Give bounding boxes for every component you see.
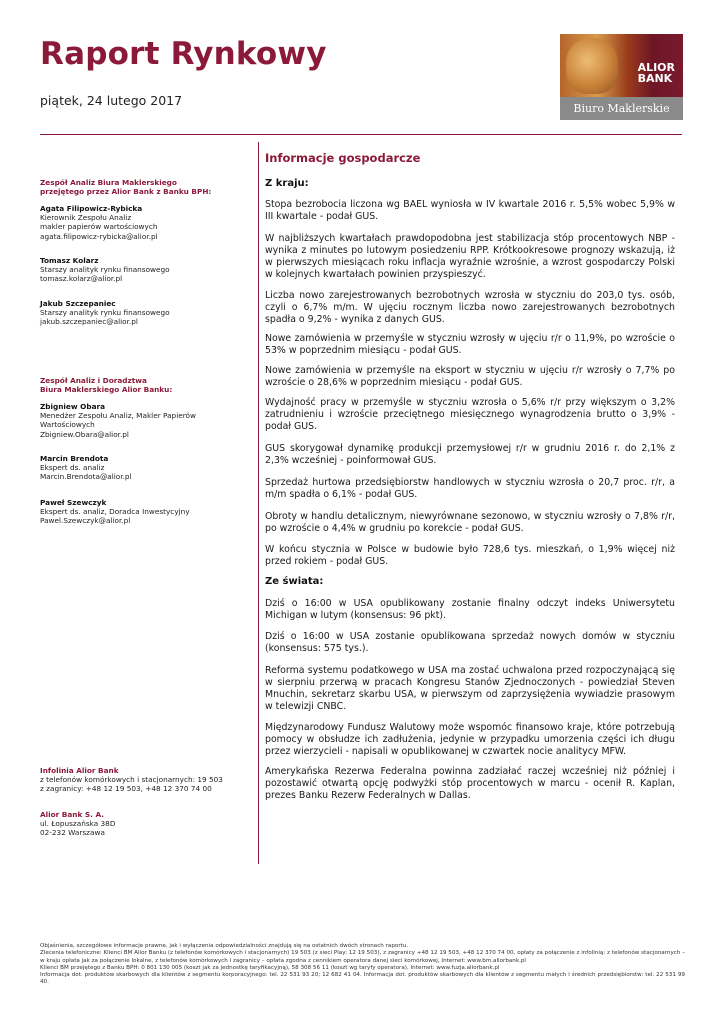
contact-card: Jakub Szczepaniec Starszy analityk rynku finansowego jakub.szczepaniec@alior.pl xyxy=(40,299,250,327)
news-paragraph: Sprzedaż hurtowa przedsiębiorstw handlowych w styczniu wzrosła o 20,7 proc. r/r, a m/m spadła o 6,1% - podał GUS. xyxy=(265,477,675,500)
news-paragraph: Obroty w handlu detalicznym, niewyrównane sezonowo, w styczniu wzrosły o 7,8% r/r, po wzroście o 4,4% w grudniu po korekcie - podał GUS. xyxy=(265,511,675,534)
news-paragraph: GUS skorygował dynamikę produkcji przemysłowej r/r w grudniu 2016 r. do 2,1% z 2,3% wcześniej - poinformował GUS. xyxy=(265,443,675,466)
contact-card: Zbigniew Obara Menedżer Zespołu Analiz, Makler Papierów Wartościowych Zbigniew.Obara@alior.pl xyxy=(40,402,250,439)
header-divider xyxy=(40,134,682,135)
infolinia-block: Infolinia Alior Bank z telefonów komórkowych i stacjonarnych: 19 503 z zagranicy: +48 12 19 503, +48 12 370 74 00 xyxy=(40,766,223,794)
company-address: Alior Bank S. A. ul. Łopuszańska 38D 02-232 Warszawa xyxy=(40,810,116,838)
section-title: Informacje gospodarcze xyxy=(265,151,421,165)
logo-caption: Biuro Maklerskie xyxy=(560,97,683,120)
domestic-heading: Z kraju: xyxy=(265,178,309,189)
report-date: piątek, 24 lutego 2017 xyxy=(40,93,183,108)
page-title: Raport Rynkowy xyxy=(40,36,327,72)
alior-bank-logo: ALIOR BANK Biuro Maklerskie xyxy=(560,34,683,120)
news-paragraph: Amerykańska Rezerwa Federalna powinna zadziałać raczej wcześniej niż później i pozostawić otwartą opcję podwyżki stóp procentowych w marcu - ocenił R. Kaplan, prezes Banku Rezerw Federalnych w Dallas. xyxy=(265,766,675,801)
news-paragraph: Międzynarodowy Fundusz Walutowy może wspomóc finansowo kraje, które potrzebują pomocy w obsłudze ich zadłużenia, jedynie w przypadku umorzenia części ich długu przez wierzycieli - napisali w opublikowanej w czwartek nocie analitycy MFW. xyxy=(265,722,675,757)
news-paragraph: W końcu stycznia w Polsce w budowie było 728,6 tys. mieszkań, o 1,9% więcej niż przed rokiem - podał GUS. xyxy=(265,544,675,567)
email-link[interactable]: Zbigniew.Obara@alior.pl xyxy=(40,429,129,439)
sidebar-team1-heading: Zespół Analiz Biura Maklerskiego przejętego przez Alior Bank z Banku BPH: xyxy=(40,178,212,197)
contact-card: Paweł Szewczyk Ekspert ds. analiz, Doradca Inwestycyjny Pawel.Szewczyk@alior.pl xyxy=(40,498,250,526)
news-paragraph: Stopa bezrobocia liczona wg BAEL wyniosła w IV kwartale 2016 r. 5,5% wobec 5,9% w III kwartale - podał GUS. xyxy=(265,199,675,222)
world-heading: Ze świata: xyxy=(265,576,324,587)
email-link[interactable]: Marcin.Brendota@alior.pl xyxy=(40,472,132,482)
contact-card: Tomasz Kolarz Starszy analityk rynku finansowego tomasz.kolarz@alior.pl xyxy=(40,256,250,284)
news-paragraph: W najbliższych kwartałach prawdopodobna jest stabilizacja stóp procentowych NBP - wynika z minutes po lutowym posiedzeniu RPP. Krótkookresowe prognozy wskazują, iż w pierwszych miesiącach roku inflacja wyraźnie wzrośnie, a wzrost gospodarczy Polski w kolejnych kwartałach powinien przyspieszyć. xyxy=(265,233,675,280)
news-paragraph: Wydajność pracy w przemyśle w styczniu wzrosła o 5,6% r/r przy większym o 3,2% zatrudnieniu i wzroście przeciętnego miesięcznego wynagrodzenia brutto o 3,9% - podał GUS. xyxy=(265,397,675,432)
sidebar-team2-heading: Zespół Analiz i Doradztwa Biura Maklerskiego Alior Banku: xyxy=(40,376,173,395)
email-link[interactable]: jakub.szczepaniec@alior.pl xyxy=(40,317,138,327)
news-paragraph: Dziś o 16:00 w USA zostanie opublikowana sprzedaż nowych domów w styczniu (konsensus: 575 tys.). xyxy=(265,631,675,654)
news-paragraph: Nowe zamówienia w przemyśle w styczniu wzrosły w ujęciu r/r o 11,9%, po wzroście o 53% w poprzednim miesiącu - podał GUS. xyxy=(265,333,675,356)
contact-card: Agata Filipowicz-Rybicka Kierownik Zespołu Analiz makler papierów wartościowych agata.filipowicz-rybicka@alior.pl xyxy=(40,204,250,241)
contact-card: Marcin Brendota Ekspert ds. analiz Marcin.Brendota@alior.pl xyxy=(40,454,250,482)
logo-portrait-icon xyxy=(566,38,618,94)
email-link[interactable]: tomasz.kolarz@alior.pl xyxy=(40,274,123,284)
email-link[interactable]: agata.filipowicz-rybicka@alior.pl xyxy=(40,231,158,241)
column-divider xyxy=(258,142,259,864)
legal-footer: Objaśnienia, szczegółowe informacje prawne, jak i wyłączenia odpowiedzialności znajdują się na ostatnich dwóch stronach raportu. Zlecenia telefoniczne: Klienci BM Alior Banku (z telefonów komórkowych i stacjonarnych) 19 503 (z sieci Play: 12 19 503), z zagranicy +48 12 19 503, +48 12 370 74 00, opłaty za połączenie z infolinią: z telefonów stacjonarnych – w kraju opłata jak za połączenie lokalne, z telefonów komórkowych i zagranicy – opłata zgodna z cennikiem operatora danej sieci komórkowej, Internet: www.bm.aliorbank.pl Klienci BM przejętego z Banku BPH: 0 801 130 005 (koszt jak za jednostkę taryfikacyjną), 58 308 56 11 (koszt wg taryfy operatora), Internet: www.fuzja.aliorbank.pl Informacja dot. produktów skarbowych dla klientów z segmentu korporacyjnego: tel. 22 531 93 20; 12 682 41 04. Informacja dot. produktów skarbowych dla klientów z segmentu małych i średnich przedsiębiorstw: tel. 22 531 99 40. xyxy=(40,943,685,986)
news-paragraph: Liczba nowo zarejestrowanych bezrobotnych wzrosła w styczniu do 203,0 tys. osób, czyli o 6,7% m/m. W ujęciu rocznym liczba nowo zarejestrowanych bezrobotnych spadła o 9,2% - wynika z danych GUS. xyxy=(265,290,675,325)
news-paragraph: Nowe zamówienia w przemyśle na eksport w styczniu w ujęciu r/r wzrosły o 7,7% po wzroście o 28,6% w poprzednim miesiącu - podał GUS. xyxy=(265,365,675,388)
news-paragraph: Dziś o 16:00 w USA opublikowany zostanie finalny odczyt indeks Uniwersytetu Michigan w lutym (konsensus: 96 pkt). xyxy=(265,598,675,621)
email-link[interactable]: Pawel.Szewczyk@alior.pl xyxy=(40,516,131,526)
news-paragraph: Reforma systemu podatkowego w USA ma zostać uchwalona przed rozpoczynającą się w sierpniu przerwą w pracach Kongresu Stanów Zjednoczonych - powiedział Steven Mnuchin, sekretarz skarbu USA, w pierwszym od zaprzysiężenia wywiadzie prasowym w telewizji CNBC. xyxy=(265,665,675,712)
